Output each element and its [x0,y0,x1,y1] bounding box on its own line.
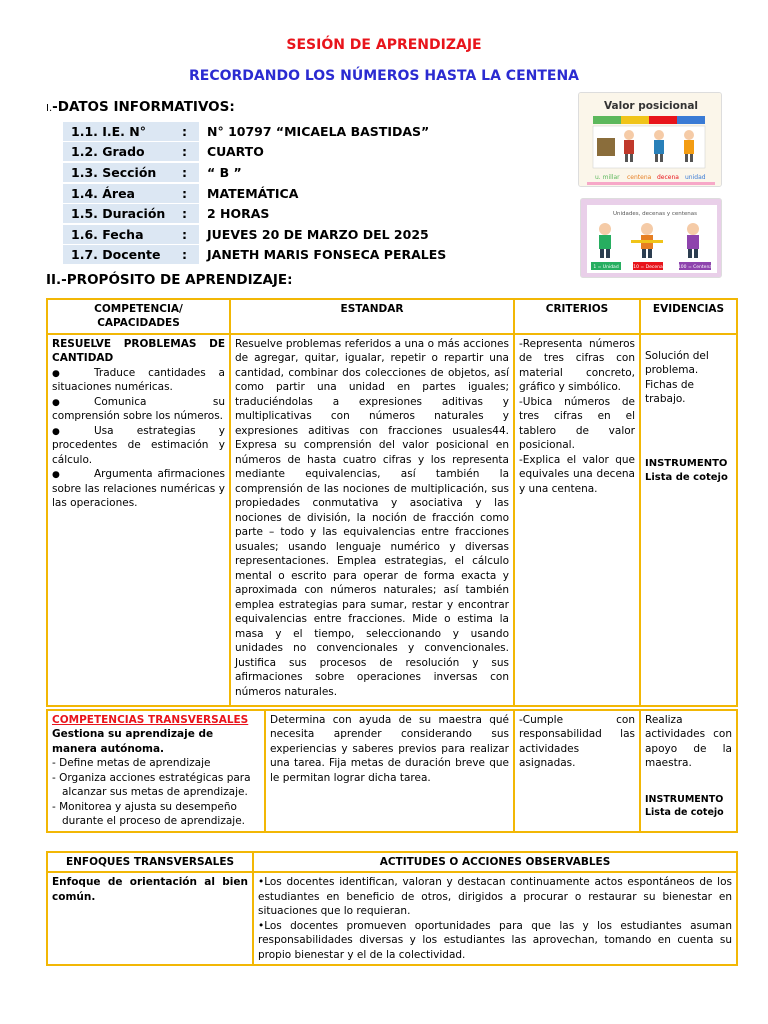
list-item: - Organiza acciones estratégicas para alcanzar sus metas de aprendizaje. [52,771,251,799]
svg-text:centena: centena [627,174,652,181]
info-row: 1.3. Sección : “ B ” [63,162,493,183]
competencia-cell [47,334,230,706]
list-item: - Define metas de aprendizaje [52,757,211,770]
unidades-svg [581,199,722,278]
evidencias-cell: Solución del problema. Fichas de trabajo. INSTRUMENTO Lista de cotejo [640,334,737,706]
header-actitudes: ACTITUDES O ACCIONES OBSERVABLES [253,852,737,872]
transversal-competencia-cell [47,710,265,832]
list-item: - Monitorea y ajusta su desempeño durante el proceso de aprendizaje. [52,800,246,828]
criterios-cell: -Representa números de tres cifras con material concreto, gráfico y simbólico. -Ubica números de tres cifras en el tablero de valor posicional. -Explica el valor que equivales una decena y una centena. [514,334,640,706]
table-row [47,334,737,706]
table-header-row [47,852,737,872]
transversal-evidencia-cell: Realiza actividades con apoyo de la maestra. INSTRUMENTO Lista de cotejo [640,710,737,832]
info-value: MATEMÁTICA [207,185,299,201]
info-row: 1.6. Fecha : JUEVES 20 DE MARZO DEL 2025 [63,224,493,245]
page-subtitle: RECORDANDO LOS NÚMEROS HASTA LA CENTENA [188,68,580,84]
bullet-icon: ● [52,397,60,408]
info-row: 1.4. Área : MATEMÁTICA [63,183,493,204]
transversal-title: COMPETENCIAS TRANSVERSALES [52,714,249,726]
transversal-list [52,756,260,828]
transversal-criterio-cell: -Cumple con responsabilidad las actividades asignadas. [514,710,640,832]
instrumento-label: INSTRUMENTO [645,793,724,805]
info-row: 1.7. Docente : JANETH MARIS FONSECA PERALES [63,245,493,266]
instrumento-value: Lista de cotejo [645,807,724,819]
bullet-icon: ● [52,426,60,437]
info-list [63,121,493,265]
info-row: 1.1. I.E. N° : N° 10797 “MICAELA BASTIDAS” [63,121,493,142]
info-value: JANETH MARIS FONSECA PERALES [207,247,447,263]
header-criterios: CRITERIOS [514,299,640,334]
info-row: 1.5. Duración : 2 HORAS [63,203,493,224]
competencia-title: RESUELVE PROBLEMAS DE CANTIDAD [52,337,225,365]
table-row [47,710,737,832]
info-value: CUARTO [207,144,264,160]
estandar-cell: Resuelve problemas referidos a una o más acciones de agregar, quitar, igualar, repetir o repartir una cantidad, combinar dos colecciones de objetos, así como partir una unidad en partes iguales; traduciéndolas a expresiones aditivas y multiplicativas con números naturales y expresiones aditivas con fracciones usuales44. Expresa su comprensión del valor posicional en números de hasta cuatro cifras y los representa mediante equivalencias, así también la comprensión de las nociones de multiplicación, sus propiedades conmutativa y asociativa y las nociones de división, la noción de fracción como parte – todo y las equivalencias entre fracciones usuales; usando lenguaje numérico y diversas representaciones. Emplea estrategias, el cálculo mental o escrito para operar de forma exacta y aproximada con números naturales; así también emplea estrategias para sumar, restar y encontrar equivalencias entre fracciones. Mide o estima la masa y el tiempo, seleccionando y usando unidades no convencionales y convencionales. Justifica sus procesos de resolución y sus afirmaciones sobre operaciones inversas con números naturales. [230,334,514,706]
list-item: ● Argumenta afirmaciones sobre las relaciones numéricas y las operaciones. [52,468,225,510]
table-row [47,872,737,965]
list-item: ● Comunica su comprensión sobre los números. [52,395,225,423]
list-item: ● Traduce cantidades a situaciones numéricas. [52,366,225,394]
transversal-estandar-cell: Determina con ayuda de su maestra qué necesita aprender considerando sus experiencias y saberes previos para realizar una tarea. Fija metas de duración breve que le permitan lograr dicha tarea. [265,710,514,832]
image2-title: Unidades, decenas y centenas [612,211,698,217]
enfoque-cell: Enfoque de orientación al bien común. [47,872,253,965]
transversal-competencia: Gestiona su aprendizaje de manera autónoma. [52,728,214,755]
info-value: “ B ” [207,164,242,180]
valor-posicional-illustration [578,92,722,187]
svg-text:10 = Decena: 10 = Decena [633,265,663,270]
unidades-decenas-illustration [580,198,722,278]
header-competencia: COMPETENCIA/ CAPACIDADES [47,299,230,334]
header-estandar: ESTANDAR [230,299,514,334]
header-enfoques: ENFOQUES TRANSVERSALES [47,852,253,872]
actitudes-cell: •Los docentes identifican, valoran y destacan continuamente actos espontáneos de los estudiantes en beneficio de otros, dirigidos a procurar o restaurar su bienestar en situaciones que lo requieran. •Los docentes promueven oportunidades para que las y los estudiantes asuman responsabilidades diversas y los estudiantes las aprovechan, tomando en cuenta su propio bienestar y el de la colectividad. [253,872,737,965]
instrumento-label: INSTRUMENTO [645,457,728,469]
instrumento-value: Lista de cotejo [645,471,728,483]
proposito-table [46,298,738,707]
info-value: 2 HORAS [207,206,270,222]
section-proposito-heading: II.-PROPÓSITO DE APRENDIZAJE: [46,272,293,288]
svg-text:decena: decena [657,174,679,181]
info-row: 1.2. Grado : CUARTO [63,142,493,163]
capacidades-list [52,366,225,511]
svg-text:100 = Centena: 100 = Centena [677,265,713,270]
bullet-icon: ● [52,368,60,379]
info-value: JUEVES 20 DE MARZO DEL 2025 [207,226,429,242]
image1-title: Valor posicional [603,100,699,112]
valor-posicional-svg [579,93,722,187]
section-datos-heading: I.-DATOS INFORMATIVOS: [46,99,235,115]
header-evidencias: EVIDENCIAS [640,299,737,334]
bullet-icon: ● [52,470,60,481]
page-title: SESIÓN DE APRENDIZAJE [286,37,482,53]
svg-text:unidad: unidad [685,174,706,181]
svg-text:u. millar: u. millar [595,174,620,181]
enfoques-table [46,851,738,966]
table-header-row [47,299,737,334]
transversal-table [46,709,738,833]
info-value: N° 10797 “MICAELA BASTIDAS” [207,123,430,139]
svg-text:1 = Unidad: 1 = Unidad [593,265,619,270]
list-item: ● Usa estrategias y procedentes de estimación y cálculo. [52,424,225,466]
